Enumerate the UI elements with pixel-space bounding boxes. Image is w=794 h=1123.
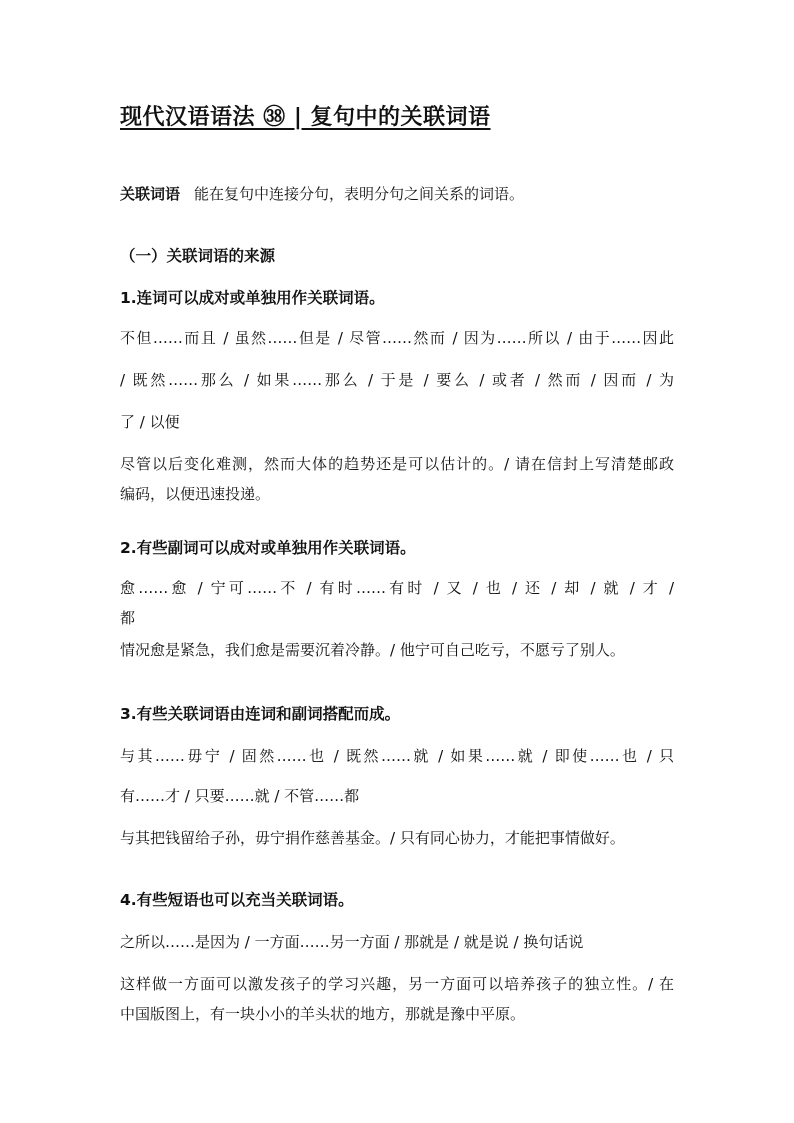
subsection-3-example-line: 与其把钱留给子孙，毋宁捐作慈善基金。/ 只有同心协力，才能把事情做好。 — [120, 829, 625, 847]
subsection-1-words-line: / 既然……那么 / 如果……那么 / 于是 / 要么 / 或者 / 然而 / 因而 / 为 — [120, 371, 674, 389]
definition-term: 关联词语 — [120, 185, 181, 203]
subsection-2-words-line: 愈……愈 / 宁可……不 / 有时……有时 / 又 / 也 / 还 / 却 / 就 / 才 / — [120, 579, 674, 597]
page-title: 现代汉语语法 ㊳ | 复句中的关联词语 — [120, 105, 491, 130]
subsection-2-heading: 2.有些副词可以成对或单独用作关联词语。 — [120, 539, 416, 557]
subsection-3-heading: 3.有些关联词语由连词和副词搭配而成。 — [120, 705, 401, 723]
subsection-1-heading: 1.连词可以成对或单独用作关联词语。 — [120, 289, 385, 307]
subsection-3-words-line: 与其……毋宁 / 固然……也 / 既然……就 / 如果……就 / 即使……也 / 只 — [120, 747, 674, 765]
subsection-2-words-line: 都 — [120, 609, 136, 627]
subsection-4-words-line: 之所以……是因为 / 一方面……另一方面 / 那就是 / 就是说 / 换句话说 — [120, 933, 584, 951]
subsection-4-heading: 4.有些短语也可以充当关联词语。 — [120, 891, 354, 909]
subsection-1-words-line: 不但……而且 / 虽然……但是 / 尽管……然而 / 因为……所以 / 由于……因此 — [120, 329, 674, 347]
subsection-3-words-line: 有……才 / 只要……就 / 不管……都 — [120, 787, 360, 805]
definition — [120, 184, 674, 204]
definition-text: 能在复句中连接分句，表明分句之间关系的词语。 — [194, 185, 525, 203]
subsection-2-example-line: 情况愈是紧急，我们愈是需要沉着冷静。/ 他宁可自己吃亏，不愿亏了别人。 — [120, 641, 625, 659]
subsection-1-example-line: 编码，以便迅速投递。 — [120, 485, 271, 503]
subsection-4-example-line: 中国版图上，有一块小小的羊头状的地方，那就是豫中平原。 — [120, 1005, 526, 1023]
subsection-1-words-line: 了 / 以便 — [120, 413, 180, 431]
section-heading: （一）关联词语的来源 — [120, 247, 276, 265]
subsection-4-example-line: 这样做一方面可以激发孩子的学习兴趣，另一方面可以培养孩子的独立性。/ 在 — [120, 975, 674, 993]
subsection-1-example-line: 尽管以后变化难测，然而大体的趋势还是可以估计的。/ 请在信封上写清楚邮政 — [120, 455, 674, 473]
